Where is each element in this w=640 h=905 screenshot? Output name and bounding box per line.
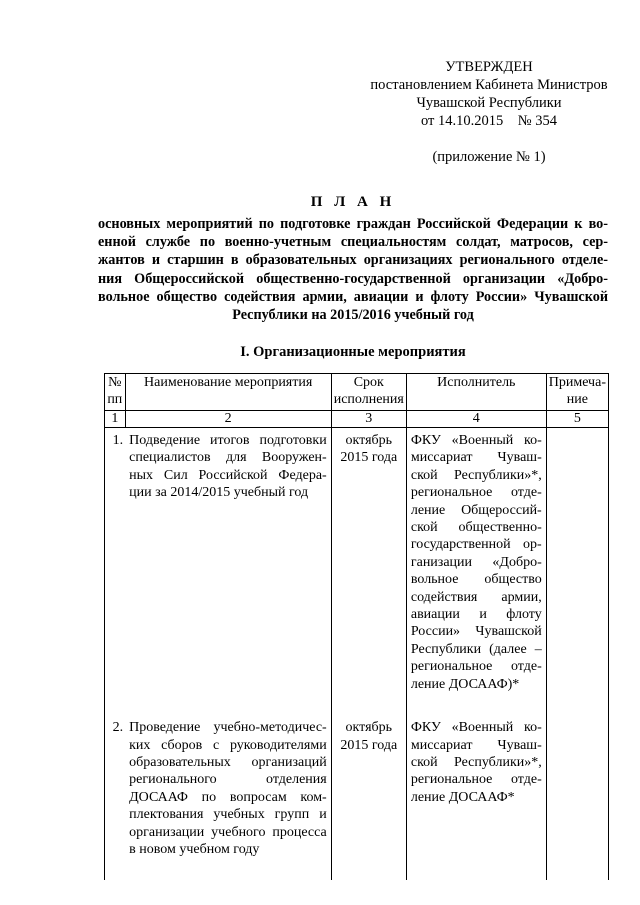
row-name-line: ных Сил Российской Федера-: [129, 467, 327, 483]
row-note: [546, 715, 608, 880]
row-name-line: специалистов для Вооружен-: [129, 450, 327, 466]
row-executor-line: России» Чувашской: [410, 624, 542, 640]
approval-title: УТВЕРЖДЕН: [445, 59, 533, 75]
plan-subtitle-line: ния Общероссийской общественно-государственной организации «Добро-: [98, 270, 608, 287]
row-executor-line: ление ДОСААФ)*: [410, 676, 520, 692]
row-executor-line: ление Общероссий-: [410, 502, 542, 518]
approval-block: [360, 58, 618, 130]
row-name-line: образовательных организаций: [129, 754, 327, 770]
column-number: 5: [546, 411, 608, 428]
plan-subtitle-line: основных мероприятий по подготовке граждан Российской Федерации к во-: [98, 216, 608, 232]
plan-subtitle-line: вольное общество содействия армии, авиации и флоту России» Чувашской: [98, 288, 608, 305]
row-note: [546, 428, 608, 716]
plan-subtitle-line: Республики на 2015/2016 учебный год: [232, 307, 474, 324]
row-executor-line: вольное общество: [410, 572, 542, 588]
row-number: 1.: [105, 428, 126, 716]
row-name: [125, 715, 331, 880]
row-executor: [406, 428, 546, 716]
column-number: 2: [125, 411, 331, 428]
row-executor-line: ФКУ «Военный ко-: [410, 720, 542, 736]
row-name-line: Проведение учебно-методичес-: [129, 720, 327, 736]
row-executor-line: ской Республики»*,: [410, 754, 542, 770]
row-executor-line: Республики (далее –: [410, 641, 542, 657]
row-name-line: ДОСААФ по вопросам ком-: [129, 789, 327, 805]
column-number-row: [105, 411, 609, 428]
row-executor-line: региональное отде-: [410, 659, 542, 675]
row-name-line: регионального отделения: [129, 772, 327, 788]
row-name-line: ции за 2014/2015 учебный год: [129, 485, 309, 501]
approval-line-3: от 14.10.2015 № 354: [421, 113, 557, 129]
row-number: 2.: [105, 715, 126, 880]
row-term: октябрь 2015 года: [340, 433, 398, 466]
row-term: октябрь 2015 года: [340, 720, 398, 753]
row-executor: [406, 715, 546, 880]
row-executor-line: ской общественно-: [410, 520, 542, 536]
table-header-row: [105, 374, 609, 411]
row-name: [125, 428, 331, 716]
row-executor-line: миссариат Чуваш-: [410, 450, 542, 466]
row-name-line: плектования учебных групп и: [129, 807, 327, 823]
table-row: [105, 715, 609, 880]
plan-table: [104, 373, 609, 880]
column-number: 4: [406, 411, 546, 428]
row-executor-line: ганизации «Добро-: [410, 554, 542, 570]
appendix-label: (приложение № 1): [432, 149, 546, 165]
row-name-line: Подведение итогов подготовки: [129, 433, 327, 448]
row-executor-line: региональное отде-: [410, 772, 542, 788]
row-executor-line: региональное отде-: [410, 485, 542, 501]
plan-subtitle: [98, 215, 608, 324]
header-executor: Исполнитель: [406, 374, 546, 411]
header-term: Срок исполнения: [331, 374, 406, 411]
row-name-line: организации учебного процесса: [129, 824, 327, 840]
row-executor-line: ской Республики»*,: [410, 467, 542, 483]
section-title: I. Организационные мероприятия: [240, 344, 466, 360]
column-number: 1: [105, 411, 126, 428]
header-name: Наименование мероприятия: [125, 374, 331, 411]
plan-subtitle-line: енной службе по военно-учетным специальностям солдат, матросов, сер-: [98, 234, 608, 251]
row-name-line: ких сборов с руководителями: [129, 737, 327, 753]
row-executor-line: государственной ор-: [410, 537, 542, 553]
row-name-line: в новом учебном году: [129, 841, 260, 857]
row-executor-line: содействия армии,: [410, 589, 542, 605]
approval-line-2: Чувашской Республики: [416, 95, 562, 111]
column-number: 3: [331, 411, 406, 428]
table-row: [105, 428, 609, 716]
row-executor-line: авиации и флоту: [410, 607, 542, 623]
approval-line-1: постановлением Кабинета Министров: [370, 77, 608, 93]
row-executor-line: миссариат Чуваш-: [410, 737, 542, 753]
row-executor-line: ФКУ «Военный ко-: [410, 433, 542, 448]
plan-subtitle-line: жантов и старшин в образовательных организациях регионального отделе-: [98, 252, 608, 269]
plan-heading: П Л А Н: [310, 194, 396, 210]
row-executor-line: ление ДОСААФ*: [410, 789, 515, 805]
header-num: № пп: [105, 374, 126, 411]
header-note: Примеча-ние: [546, 374, 608, 411]
